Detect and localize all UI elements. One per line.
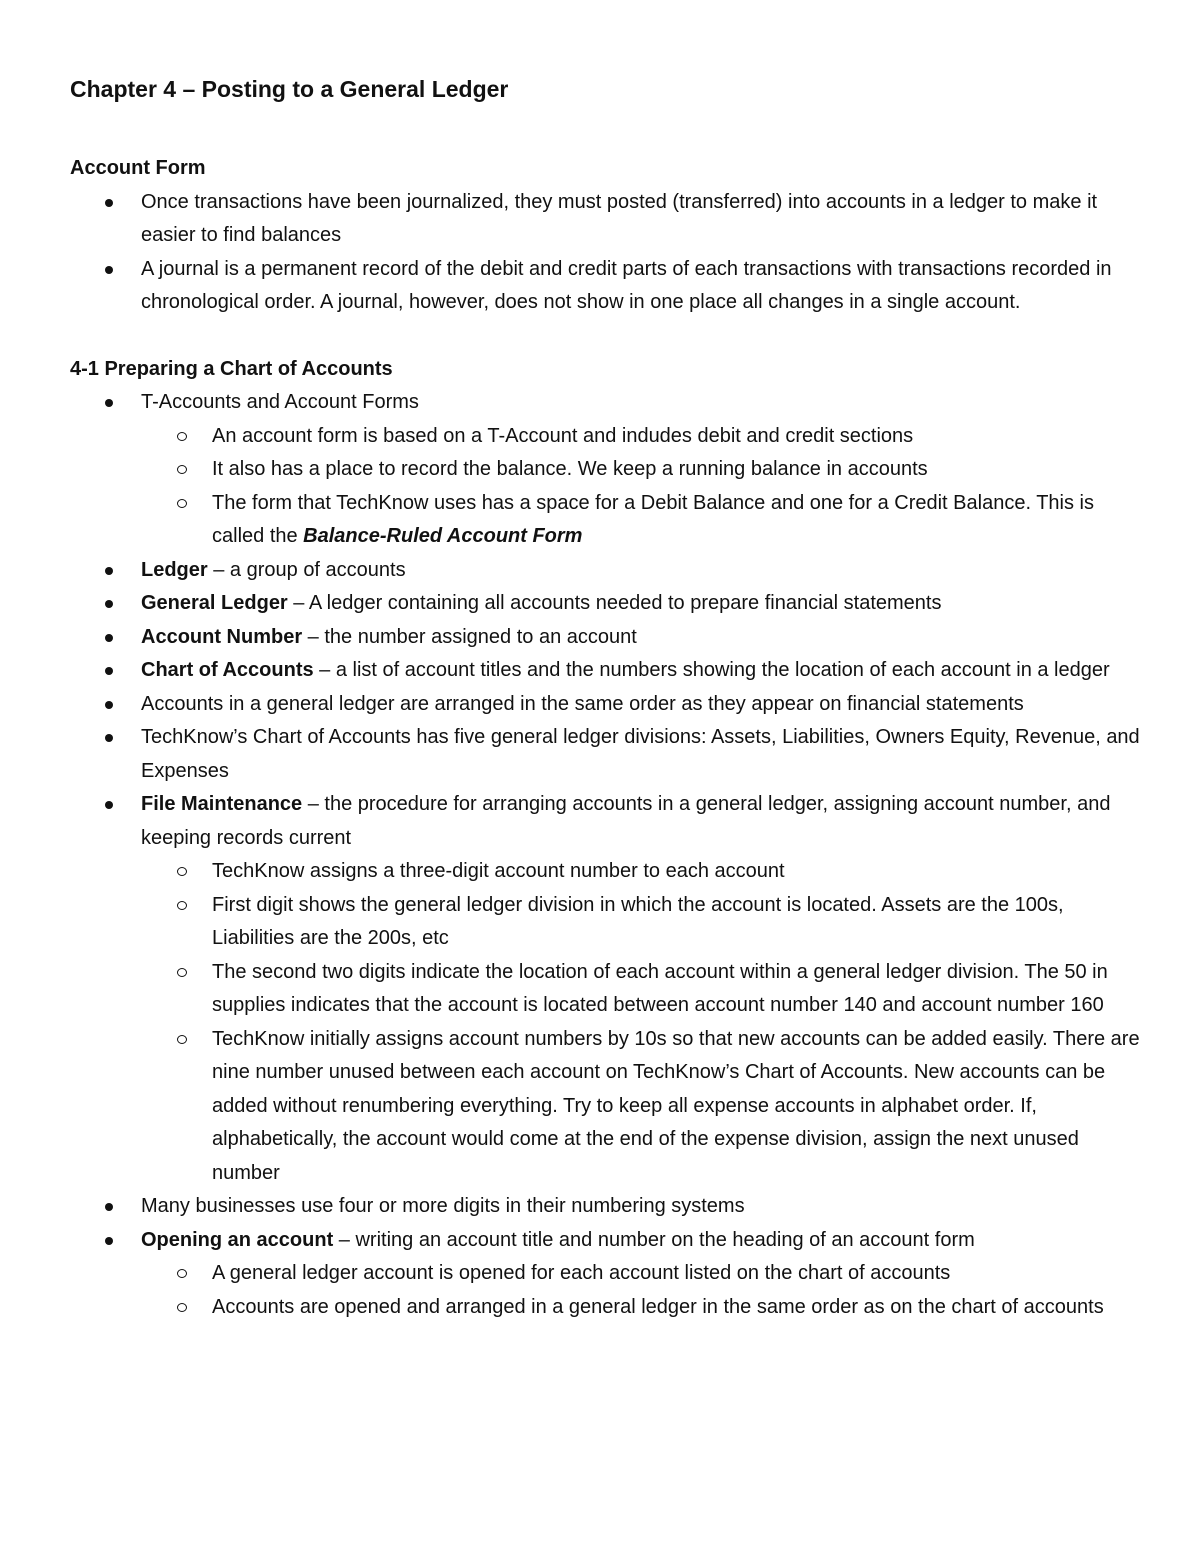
sub-item-text: TechKnow assigns a three-digit account number to each account	[212, 860, 785, 882]
list-item	[70, 554, 1140, 588]
document-title: Chapter 4 – Posting to a General Ledger	[70, 76, 509, 102]
list-item	[70, 1224, 1140, 1325]
bullet-icon	[105, 399, 113, 407]
sub-list-item	[141, 420, 1140, 454]
sub-list	[141, 420, 1140, 554]
term: General Ledger	[141, 592, 288, 614]
bullet-icon	[105, 600, 113, 608]
circle-bullet-icon	[177, 1035, 187, 1044]
list-item	[70, 386, 1140, 554]
list-item	[70, 587, 1140, 621]
sub-item-text: TechKnow initially assigns account numbers by 10s so that new accounts can be added easily. There are nine number unused between each account on TechKnow’s Chart of Accounts. New accounts can be added without renumbering everything. Try to keep all expense accounts in alphabet order. If, alphabetically, the account would come at the end of the expense division, assign the next unused number	[212, 1027, 1140, 1184]
sub-item-text: The second two digits indicate the location of each account within a general ledger division. The 50 in supplies indicates that the account is located between account number 140 and account number 160	[212, 960, 1108, 1016]
list-item	[70, 186, 1140, 253]
bullet-icon	[105, 1203, 113, 1211]
item-text: – the number assigned to an account	[302, 625, 637, 648]
item-text: Many businesses use four or more digits in their numbering systems	[141, 1195, 745, 1217]
list-item	[70, 788, 1140, 1190]
bullet-icon	[105, 199, 113, 207]
item-text: – a group of accounts	[207, 558, 406, 581]
circle-bullet-icon	[177, 1303, 187, 1312]
term: Opening an account	[141, 1228, 334, 1251]
document-page	[70, 72, 1140, 1324]
sub-item-text: An account form is based on a T-Account and indudes debit and credit sections	[212, 424, 914, 447]
circle-bullet-icon	[177, 867, 187, 876]
circle-bullet-icon	[177, 465, 187, 474]
sub-list-item	[141, 1023, 1140, 1191]
sub-item-text: The form that TechKnow uses has a space for a Debit Balance and one for a Credit Balance. This is called the	[212, 491, 1094, 547]
list-item	[70, 688, 1140, 722]
bullet-icon	[105, 266, 113, 274]
item-text: – a list of account titles and the numbers showing the location of each account in a ledger	[313, 659, 1110, 681]
circle-bullet-icon	[177, 968, 187, 977]
sub-list	[141, 1257, 1140, 1324]
list-item	[70, 1190, 1140, 1224]
bullet-icon	[105, 667, 113, 675]
bullet-icon	[105, 1237, 113, 1245]
item-text: – the procedure for arranging accounts in a general ledger, assigning account number, and keeping records current	[141, 793, 1111, 849]
sub-list-item	[141, 1257, 1140, 1291]
item-text: TechKnow’s Chart of Accounts has five general ledger divisions: Assets, Liabilities, Owners Equity, Revenue, and Expenses	[141, 726, 1140, 782]
item-text: – A ledger containing all accounts needed to prepare financial statements	[287, 592, 942, 614]
emphasized-term: Balance-Ruled Account Form	[303, 525, 583, 547]
bullet-icon	[105, 567, 113, 575]
term: Ledger	[141, 558, 208, 581]
bullet-icon	[105, 634, 113, 642]
sub-list-item	[141, 1291, 1140, 1325]
circle-bullet-icon	[177, 901, 187, 910]
section-spacer	[70, 320, 1140, 353]
circle-bullet-icon	[177, 432, 187, 441]
section-heading: 4-1 Preparing a Chart of Accounts	[70, 357, 393, 380]
bullet-list	[70, 386, 1140, 1324]
item-text: Accounts in a general ledger are arranged in the same order as they appear on financial statements	[141, 692, 1024, 715]
sub-list-item	[141, 487, 1140, 554]
item-text: T-Accounts and Account Forms	[141, 391, 419, 413]
circle-bullet-icon	[177, 499, 187, 508]
list-item	[70, 621, 1140, 655]
sub-item-text: A general ledger account is opened for each account listed on the chart of accounts	[212, 1262, 951, 1284]
item-text: – writing an account title and number on the heading of an account form	[333, 1228, 975, 1251]
item-text: A journal is a permanent record of the debit and credit parts of each transactions with transactions recorded in chronological order. A journal, however, does not show in one place all changes in a single account.	[141, 257, 1112, 313]
sub-item-text: Accounts are opened and arranged in a general ledger in the same order as on the chart of accounts	[212, 1295, 1104, 1318]
list-item	[70, 654, 1140, 688]
bullet-icon	[105, 701, 113, 709]
circle-bullet-icon	[177, 1269, 187, 1278]
section-heading: Account Form	[70, 157, 206, 179]
term: Account Number	[141, 625, 303, 648]
sub-list-item	[141, 855, 1140, 889]
sub-list-item	[141, 889, 1140, 956]
item-text: Once transactions have been journalized, they must posted (transferred) into accounts in a ledger to make it easier to find balances	[141, 190, 1098, 246]
bullet-icon	[105, 801, 113, 809]
sub-list	[141, 855, 1140, 1190]
sub-item-text: First digit shows the general ledger division in which the account is located. Assets are the 100s, Liabilities are the 200s, etc	[212, 893, 1064, 949]
term: File Maintenance	[141, 793, 303, 815]
list-item	[70, 253, 1140, 320]
term: Chart of Accounts	[141, 659, 314, 681]
sub-item-text: It also has a place to record the balance. We keep a running balance in accounts	[212, 458, 928, 480]
list-item	[70, 721, 1140, 788]
bullet-list	[70, 186, 1140, 320]
document-body	[70, 152, 1140, 1324]
sub-list-item	[141, 956, 1140, 1023]
sub-list-item	[141, 453, 1140, 487]
bullet-icon	[105, 734, 113, 742]
